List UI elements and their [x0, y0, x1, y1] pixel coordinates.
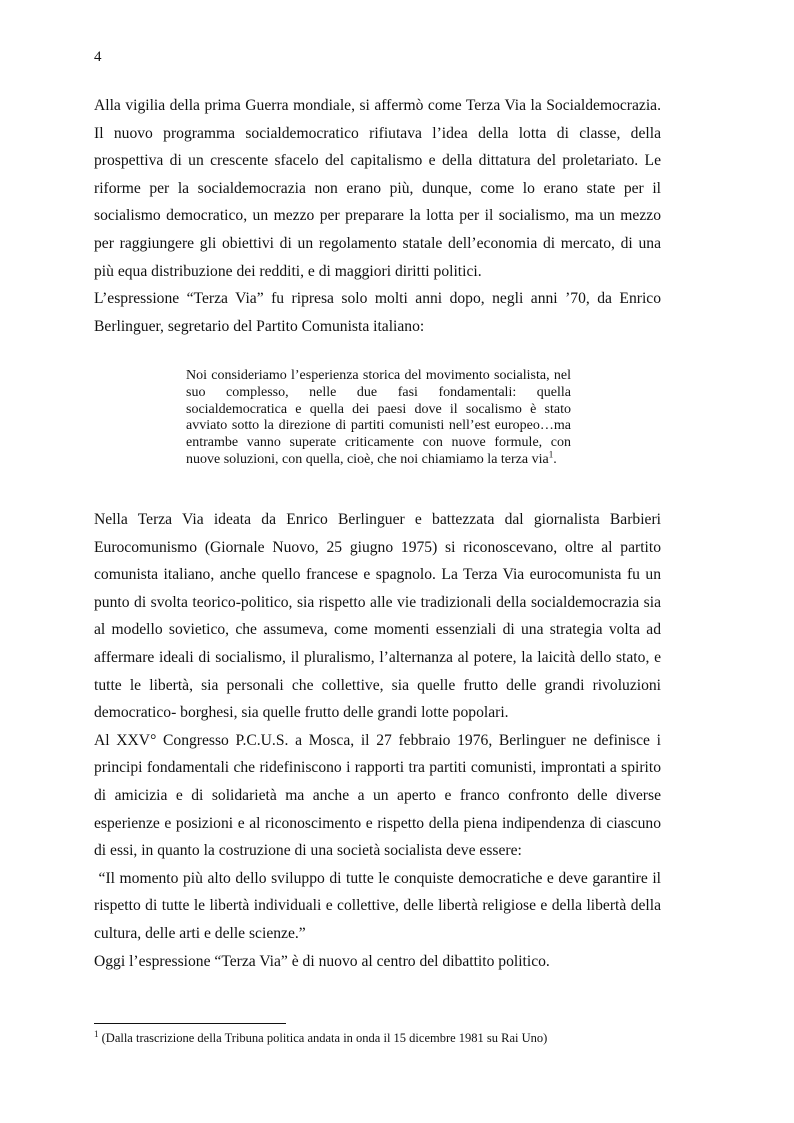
quote-end: . — [553, 451, 557, 467]
paragraph: Al XXV° Congresso P.C.U.S. a Mosca, il 27 febbraio 1976, Berlinguer ne definisce i principi fondamentali che ridefiniscono i rapporti tra partiti comunisti, improntati a spirito di amicizia e di solidarietà ma anche a un aperto e franco confronto delle diverse esperienze e posizioni e al riconoscimento e rispetto della piena indipendenza di ciascuno di essi, in quanto la costruzione di una società socialista deve essere: — [94, 731, 661, 860]
footnote-divider — [94, 1023, 286, 1024]
footnote — [94, 1030, 661, 1046]
quote-text: Noi consideriamo l’esperienza storica del movimento socialista, nel suo complesso, nelle due fasi fondamentali: quella socialdemocratica e quella dei paesi dove il socalismo è stato avviato sotto la direzione di partiti comunisti nell’est europeo…ma entrambe vanno superate criticamente con nuove formule, con nuove soluzioni, con quella, cioè, che noi chiamiamo la terza via — [186, 368, 571, 467]
footnote-marker: 1 — [94, 1028, 99, 1039]
body-text-bottom — [94, 506, 665, 975]
paragraph: “Il momento più alto dello sviluppo di tutte le conquiste democratiche e deve garantire il rispetto di tutte le libertà individuali e collettive, delle libertà religiose e della libertà della cultura, delle arti e delle scienze.” — [94, 869, 665, 942]
block-quote — [186, 368, 571, 469]
page-number: 4 — [94, 49, 102, 65]
paragraph: Oggi l’espressione “Terza Via” è di nuovo al centro del dibattito politico. — [94, 952, 550, 970]
footnote-text: (Dalla trascrizione della Tribuna politica andata in onda il 15 dicembre 1981 su Rai Uno) — [98, 1031, 548, 1045]
paragraph: Nella Terza Via ideata da Enrico Berlinguer e battezzata dal giornalista Barbieri Eurocomunismo (Giornale Nuovo, 25 giugno 1975) si riconoscevano, oltre al partito comunista italiano, anche quello francese e spagnolo. La Terza Via eurocomunista fu un punto di svolta teorico-politico, sia rispetto alle vie tradizionali della socialdemocrazia sia al modello sovietico, che assumeva, come momenti essenziali di una strategia volta ad affermare ideali di socialismo, il pluralismo, l’alternanza al potere, la laicità dello stato, e tutte le libertà, sia personali che collettive, sia quelle frutto delle grandi rivoluzioni democratico- borghesi, sia quelle frutto delle grandi lotte popolari. — [94, 511, 661, 722]
footnote-reference[interactable]: 1 — [548, 449, 554, 460]
paragraph: L’espressione “Terza Via” fu ripresa solo molti anni dopo, negli anni ’70, da Enrico Berlinguer, segretario del Partito Comunista italiano: — [94, 290, 661, 335]
body-text-top — [94, 92, 661, 340]
paragraph: Alla vigilia della prima Guerra mondiale, si affermò come Terza Via la Socialdemocrazia. Il nuovo programma socialdemocratico rifiutava l’idea della lotta di classe, della prospettiva di un crescente sfacelo del capitalismo e della dittatura del proletariato. Le riforme per la socialdemocrazia non erano più, dunque, come lo erano state per il socialismo democratico, un mezzo per preparare la lotta per il socialismo, ma un mezzo per raggiungere gli obiettivi di un regolamento statale dell’economia di mercato, di una più equa distribuzione dei redditi, e di maggiori diritti politici. — [94, 97, 661, 280]
